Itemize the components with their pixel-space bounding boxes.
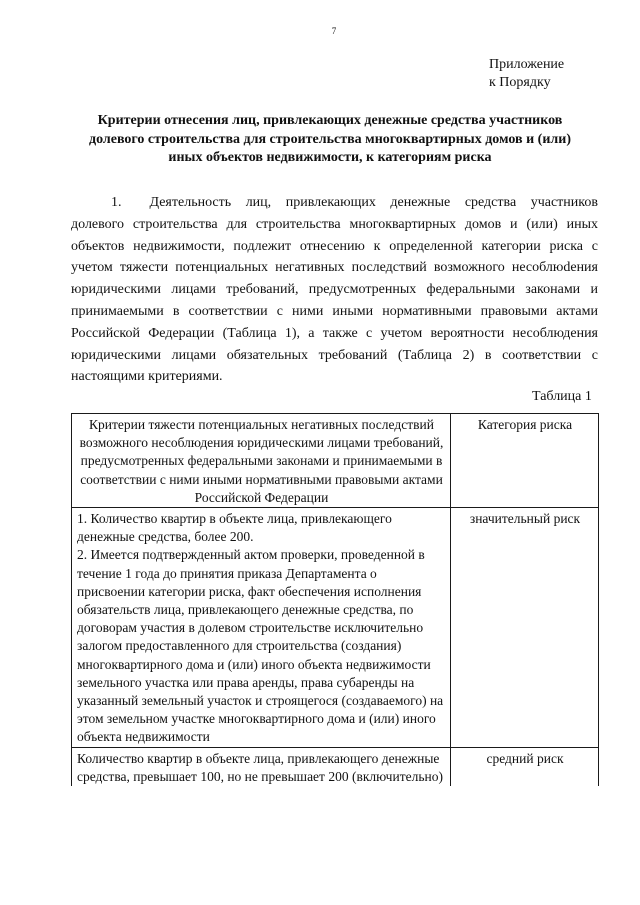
- criteria-item-2: 2. Имеется подтвержденный актом проверки, проведенной в течение 1 года до принятия приказа Департамента о присвоении категории риска, факт обеспечения исполнения обязательств лица, привлекающего денежные средства, по договорам участия в долевом строительстве исключительно залогом предоставленного для строительства (создания) многоквартирного дома и (или) иного объекта недвижимости земельного участка или права аренды, права субаренды на указанный земельный участок и строящегося (создаваемого) на этом земельном участке многоквартирного дома и (или) иного объекта недвижимости: [77, 547, 444, 745]
- criteria-cell: [72, 747, 451, 786]
- criteria-item-1: Количество квартир в объекте лица, привлекающего денежные средства, превышает 100, но не превышает 200 (включительно): [77, 750, 443, 784]
- table-row: [72, 747, 599, 786]
- paragraph-1: 1. Деятельность лиц, привлекающих денежные средства участников долевого строительства для строительства многоквартирных домов и (или) иных объектов недвижимости, подлежит отнесению к определенной категории риска с учетом тяжести потенциальных негативных последствий возможного несоблюdения юридическими лицами требований, предусмотренных федеральными законами и принимаемыми в соответствии с ними иными нормативными правовыми актами Российской Федерации (Таблица 1), а также с учетом вероятности несоблюдения юридическими лицами обязательных требований (Таблица 2) в соответствии с настоящими критериями.: [71, 195, 598, 385]
- appendix-note: [489, 56, 564, 92]
- appendix-line-2: к Порядку: [489, 75, 551, 90]
- header-category-cell: Категория риска: [451, 414, 599, 508]
- appendix-line-1: Приложение: [489, 57, 565, 72]
- table-header-row: [72, 414, 599, 508]
- criteria-cell: [72, 508, 451, 748]
- title-line-2: долевого строительства для строительства многоквартирных домов и (или): [88, 131, 571, 147]
- table-row: [72, 508, 599, 748]
- category-cell: значительный риск: [451, 508, 599, 748]
- risk-criteria-table: [71, 413, 599, 786]
- category-cell: средний риск: [451, 747, 599, 786]
- title-line-3: иных объектов недвижимости, к категориям риска: [168, 150, 492, 165]
- criteria-item-1: 1. Количество квартир в объекте лица, привлекающего денежные средства, более 200.: [77, 511, 392, 545]
- table-caption: Таблица 1: [532, 389, 592, 404]
- title-line-1: Критерии отнесения лиц, привлекающих денежные средства участников: [97, 113, 563, 128]
- header-criteria-cell: Критерии тяжести потенциальных негативных последствий возможного несоблюдения юридическими лицами требований, предусмотренных федеральными законами и принимаемыми в соответствии с ними иными нормативными правовыми актами Российской Федерации: [72, 414, 451, 508]
- document-title: [60, 112, 600, 168]
- page-number: 7: [331, 26, 337, 36]
